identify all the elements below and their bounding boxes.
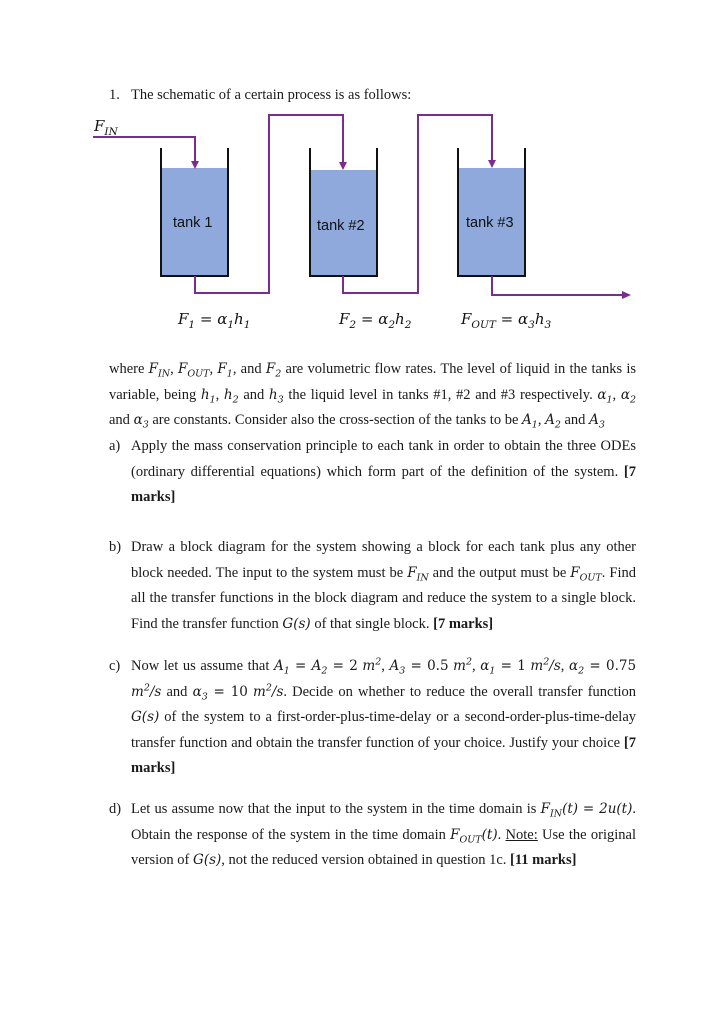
item-a-text: Apply the mass conservation principle to each tank in order to obtain the three ODEs (ordinary differential equations) which form part of the definition of the system. [7 marks] [131,438,636,505]
tank-1-label: tank 1 [173,215,213,231]
inflow-arrow [191,161,199,169]
item-d-label: d) [109,801,122,817]
flow-eq-1: $F_1 = \alpha_1h_1$ [178,310,251,331]
outflow-arrow [622,291,631,299]
item-b-label: b) [109,539,122,555]
item-b-text: Draw a block diagram for the system showing a block for each tank plus any other block needed. The input to the system must be $F_{IN}$ and the output must be $F_{OUT}$. Find all the transfer functions in the block diagram and reduce the system to a single block. Find the transfer function G(s) of that single block. [7 marks] [131,539,637,632]
flow-eq-2: $F_2 = \alpha_2h_2$ [339,310,412,331]
question-heading-text: The schematic of a certain process is as follows: [131,87,412,103]
tank-3-label: tank #3 [466,215,514,231]
process-schematic [0,0,724,340]
question-item-a [109,434,636,511]
flow-eq-out: $F_{OUT} = \alpha_3h_3$ [461,310,552,331]
item-a-label: a) [109,438,121,454]
item-b-marks: [7 marks] [433,615,494,632]
question-item-b [109,535,636,637]
inflow-label: $F_{IN}$ [94,117,118,138]
question-item-d [109,797,636,874]
item-d-text: Let us assume now that the input to the system in the time domain is $F_{IN}(t) = 2u(t)$. Obtain the response of the system in the time domain $F_{OUT}(t)$. Note: Use the original version of G(s), not the reduced version obtained in question 1c. [11 marks] [131,801,636,868]
note-label: Note: [505,826,538,843]
question-item-c [109,654,636,782]
flow-arrow-tank3 [488,160,496,168]
item-c-text: Now let us assume that $A_1 = A_2 = 2$ $m^2$, $A_3 = 0.5$ $m^2$, $\alpha_1 = 1$ $m^2/s$, $\alpha_2 = 0.75$ $m^2/s$ and $\alpha_3 = 10$ $m^2/s$. Decide on whether to reduce the overall transfer function G(s) of the system to a first-order-plus-time-delay or a second-order-plus-time-delay transfer function and obtain the transfer function of your choice. Justify your choice [7 marks] [131,656,637,776]
inflow-pipe [93,137,195,164]
tank-2-label: tank #2 [317,218,365,234]
flow-arrow-tank2 [339,162,347,170]
item-c-marks: [7 marks] [131,734,636,776]
outflow-pipe [492,276,624,295]
item-c-label: c) [109,658,121,674]
item-d-marks: [11 marks] [510,852,577,868]
question-number: 1. [109,87,120,103]
item-a-marks: [7 marks] [131,463,636,505]
intro-paragraph: where $F_{IN}$, $F_{OUT}$, $F_1$, and $F_2$ are volumetric flow rates. The level of liquid in the tanks is variable, being $h_1$, $h_2$ and $h_3$ the liquid level in tanks #1, #2 and #3 respectively. $\alpha_1$, $\alpha_2$ and $\alpha_3$ are constants. Consider also the cross-section of the tanks to be $A_1$, $A_2$ and $A_3$ [109,361,637,431]
